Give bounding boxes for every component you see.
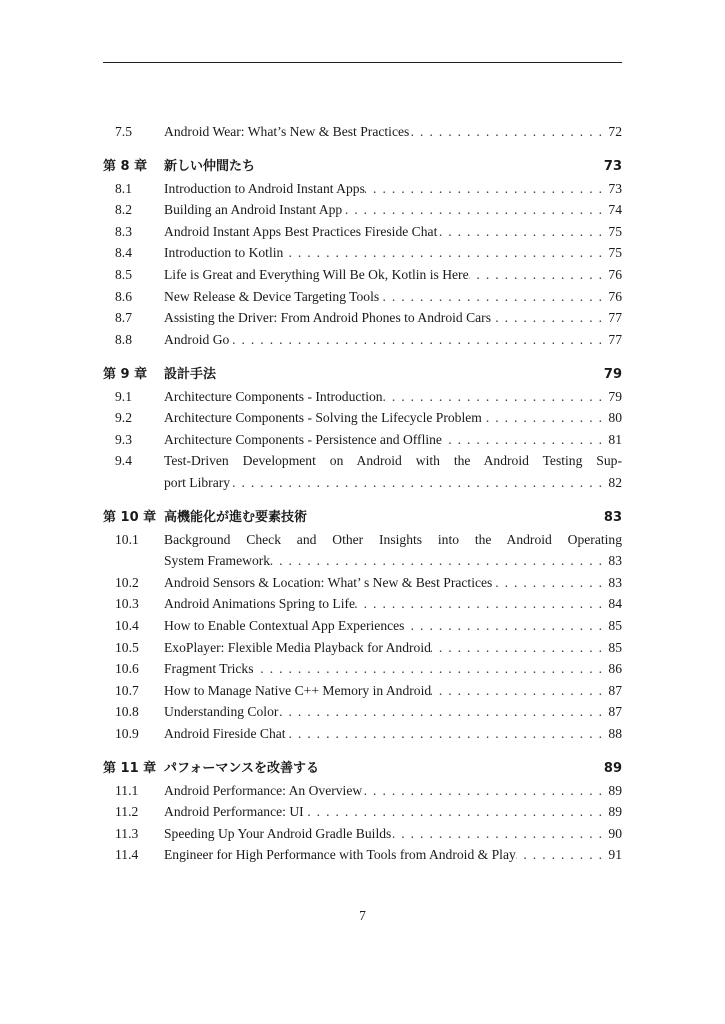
entry-page: 79 <box>603 366 622 382</box>
toc-section-entry[interactable] <box>103 121 622 143</box>
entry-page: 79 <box>608 388 622 404</box>
entry-number: 第 8 章 <box>103 159 148 175</box>
entry-page: 73 <box>603 159 622 175</box>
toc-section-entry[interactable] <box>103 221 622 243</box>
entry-title: Android Go <box>164 331 230 347</box>
entry-page: 83 <box>603 510 622 525</box>
entry-page: 77 <box>608 331 622 347</box>
entry-title: Android Animations Spring to Life <box>164 596 356 612</box>
toc-section-entry[interactable] <box>103 572 622 594</box>
entry-page: 76 <box>608 267 622 283</box>
entry-title: Fragment Tricks <box>164 661 254 677</box>
entry-title: Android Wear: What’s New & Best Practices <box>164 124 410 139</box>
toc-section-entry[interactable] <box>103 242 622 264</box>
entry-title: Introduction to Android Instant Apps <box>164 180 365 196</box>
entry-number: 9.2 <box>115 410 132 426</box>
entry-number: 第 11 章 <box>103 761 157 777</box>
toc-section-entry[interactable] <box>103 701 622 723</box>
dot-leader <box>491 307 608 329</box>
entry-number: 9.3 <box>115 431 132 447</box>
dot-leader <box>278 701 608 723</box>
entry-page: 89 <box>608 804 622 820</box>
entry-page: 90 <box>608 825 622 841</box>
dot-leader <box>304 801 608 823</box>
entry-page: 77 <box>608 310 622 326</box>
entry-number: 10.7 <box>115 682 139 698</box>
dot-leader <box>254 658 608 680</box>
dot-leader <box>230 472 608 494</box>
entry-number: 10.5 <box>115 639 139 655</box>
toc-section-entry[interactable] <box>103 780 622 802</box>
entry-page: 74 <box>608 202 622 218</box>
toc-section-entry[interactable] <box>103 723 622 745</box>
entry-page: 89 <box>603 761 622 777</box>
toc-section-entry[interactable] <box>103 178 622 200</box>
page-number: 7 <box>359 908 366 923</box>
dot-leader <box>469 264 608 286</box>
entry-page: 81 <box>608 431 622 447</box>
entry-number: 11.1 <box>115 782 139 798</box>
toc-section-entry[interactable] <box>103 658 622 680</box>
toc-section-entry[interactable] <box>103 472 622 494</box>
entry-title: Architecture Components - Introduction <box>164 388 383 404</box>
entry-title: Architecture Components - Persistence and Offline <box>164 431 442 447</box>
dot-leader <box>283 242 608 264</box>
entry-title: Engineer for High Performance with Tools from Android & Play <box>164 847 516 863</box>
table-of-contents <box>103 121 622 866</box>
toc-section-entry[interactable] <box>103 593 622 615</box>
dot-leader <box>362 780 608 802</box>
entry-page: 87 <box>608 682 622 698</box>
dot-leader <box>409 121 608 143</box>
entry-title: Android Sensors & Location: What’ s New & Best Practices <box>164 574 493 590</box>
entry-number: 10.4 <box>115 617 139 633</box>
dot-leader <box>270 550 608 572</box>
entry-number: 8.3 <box>115 223 132 239</box>
entry-number: 10.1 <box>115 531 139 547</box>
entry-page: 85 <box>608 617 622 633</box>
dot-leader <box>431 637 608 659</box>
dot-leader <box>431 680 608 702</box>
entry-page: 73 <box>608 180 622 196</box>
entry-title: Life is Great and Everything Will Be Ok, Kotlin is Here <box>164 267 469 283</box>
entry-title: Android Instant Apps Best Practices Fireside Chat <box>164 223 438 239</box>
entry-title: How to Enable Contextual App Experiences <box>164 617 405 633</box>
toc-chapter-entry[interactable] <box>103 364 622 386</box>
entry-number: 8.7 <box>115 310 132 326</box>
dot-leader <box>442 429 608 451</box>
entry-page: 76 <box>608 288 622 304</box>
toc-section-entry[interactable] <box>103 823 622 845</box>
toc-section-entry[interactable] <box>103 307 622 329</box>
entry-page: 89 <box>608 782 622 798</box>
entry-page: 84 <box>608 596 622 612</box>
entry-page: 82 <box>608 474 622 490</box>
toc-chapter-entry[interactable] <box>103 156 622 178</box>
toc-section-entry[interactable] <box>103 680 622 702</box>
entry-number: 10.9 <box>115 725 139 741</box>
entry-number: 11.3 <box>115 825 139 841</box>
toc-section-entry[interactable] <box>103 329 622 351</box>
toc-section-entry[interactable] <box>103 429 622 451</box>
entry-title: New Release & Device Targeting Tools <box>164 288 380 304</box>
toc-chapter-entry[interactable] <box>103 758 622 780</box>
entry-number: 10.3 <box>115 596 139 612</box>
toc-section-entry[interactable] <box>103 615 622 637</box>
toc-section-entry[interactable] <box>103 801 622 823</box>
entry-title: Speeding Up Your Android Gradle Builds <box>164 825 392 841</box>
entry-page: 86 <box>608 661 622 677</box>
toc-section-entry[interactable] <box>103 407 622 429</box>
entry-title: Understanding Color <box>164 704 279 720</box>
entry-page: 83 <box>608 553 622 569</box>
entry-title: How to Manage Native C++ Memory in Android <box>164 682 432 698</box>
entry-title: Test-Driven Development on Android with the Android Testing Sup- <box>164 453 622 469</box>
entry-title: ExoPlayer: Flexible Media Playback for Android <box>164 639 431 655</box>
dot-leader <box>404 615 608 637</box>
entry-number: 9.4 <box>115 453 132 469</box>
entry-page: 83 <box>608 574 622 590</box>
entry-title: Introduction to Kotlin <box>164 245 284 261</box>
dot-leader <box>482 407 608 429</box>
entry-number: 8.6 <box>115 288 132 304</box>
dot-leader <box>379 286 608 308</box>
toc-section-entry[interactable] <box>103 386 622 408</box>
entry-title: Building an Android Instant App <box>164 202 343 218</box>
entry-title: 設計手法 <box>164 366 217 382</box>
entry-page: 75 <box>608 245 622 261</box>
entry-title: Background Check and Other Insights into the Android Operating <box>164 531 622 547</box>
entry-page: 91 <box>608 847 622 863</box>
entry-number: 8.1 <box>115 180 132 196</box>
dot-leader <box>229 329 608 351</box>
dot-leader <box>342 199 608 221</box>
entry-title: Android Fireside Chat <box>164 725 286 741</box>
toc-section-entry[interactable] <box>103 844 622 866</box>
entry-number: 11.4 <box>115 847 139 863</box>
entry-number: 9.1 <box>115 388 132 404</box>
entry-title: Architecture Components - Solving the Lifecycle Problem <box>164 410 482 426</box>
toc-section-entry[interactable] <box>103 529 622 551</box>
entry-title: Assisting the Driver: From Android Phones to Android Cars <box>164 310 491 326</box>
entry-number: 第 10 章 <box>103 510 157 525</box>
dot-leader <box>391 823 608 845</box>
entry-number: 第 9 章 <box>103 366 148 382</box>
dot-leader <box>492 572 608 594</box>
entry-page: 75 <box>608 223 622 239</box>
entry-page: 85 <box>608 639 622 655</box>
dot-leader <box>437 221 608 243</box>
entry-number: 10.8 <box>115 704 139 720</box>
dot-leader <box>355 593 608 615</box>
entry-number: 11.2 <box>115 804 139 820</box>
entry-page: 80 <box>608 410 622 426</box>
entry-number: 8.5 <box>115 267 132 283</box>
entry-number: 8.2 <box>115 202 132 218</box>
entry-page: 88 <box>608 725 622 741</box>
toc-section-entry[interactable] <box>103 286 622 308</box>
entry-number: 10.6 <box>115 661 139 677</box>
toc-section-entry[interactable] <box>103 199 622 221</box>
toc-section-entry[interactable] <box>103 450 622 472</box>
entry-title: 高機能化が進む要素技術 <box>164 510 308 525</box>
header-rule <box>103 62 622 63</box>
entry-page: 87 <box>608 704 622 720</box>
dot-leader <box>286 723 608 745</box>
toc-chapter-entry[interactable] <box>103 507 622 529</box>
dot-leader <box>383 386 608 408</box>
entry-title: パフォーマンスを改善する <box>164 761 319 777</box>
entry-number: 8.8 <box>115 331 132 347</box>
entry-title: Android Performance: An Overview <box>164 782 363 798</box>
entry-title: 新しい仲間たち <box>164 159 256 175</box>
dot-leader <box>516 844 608 866</box>
entry-title: System Framework <box>164 553 271 569</box>
entry-title: port Library <box>164 474 231 490</box>
toc-section-entry[interactable] <box>103 550 622 572</box>
toc-section-entry[interactable] <box>103 264 622 286</box>
dot-leader <box>365 178 608 200</box>
entry-number: 7.5 <box>115 124 132 139</box>
entry-number: 10.2 <box>115 574 139 590</box>
toc-section-entry[interactable] <box>103 637 622 659</box>
entry-title: Android Performance: UI <box>164 804 304 820</box>
entry-number: 8.4 <box>115 245 132 261</box>
entry-page: 72 <box>608 124 622 139</box>
